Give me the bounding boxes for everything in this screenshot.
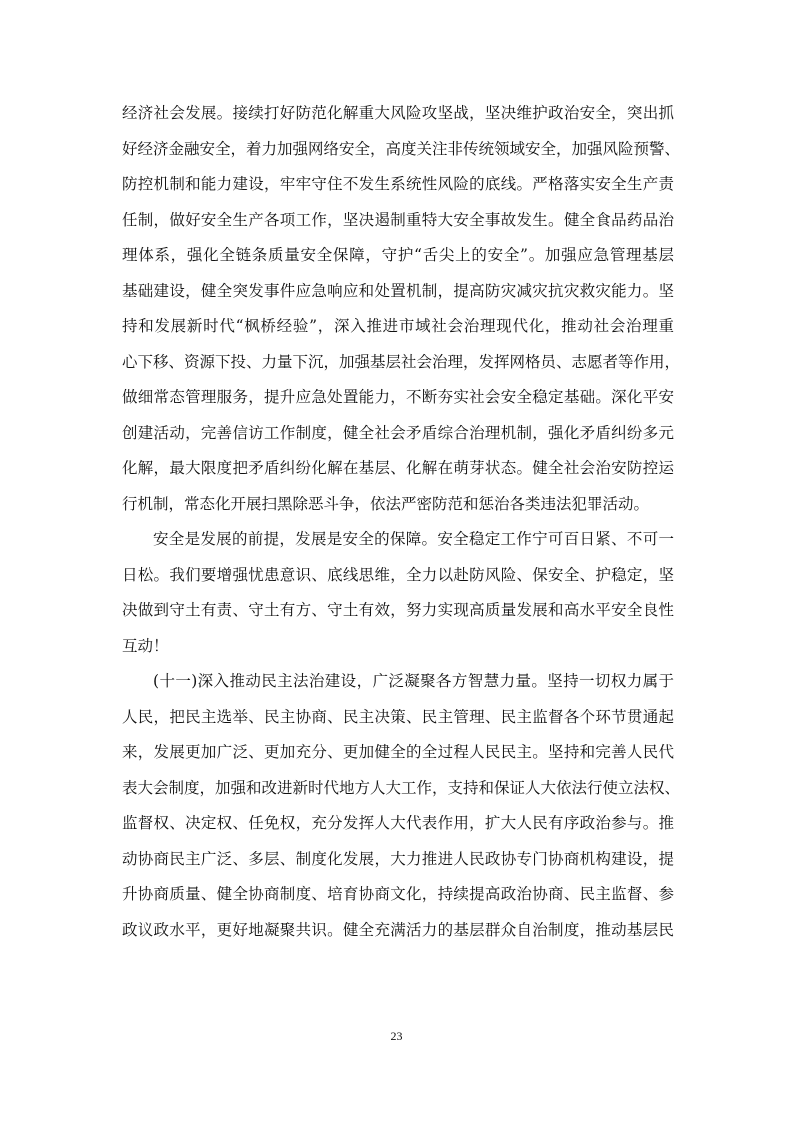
- paragraph-3: [122, 664, 681, 948]
- text-line: 安全是发展的前提，发展是安全的保障。安全稳定工作宁可百日紧、不可一: [153, 530, 674, 548]
- body-text: [122, 96, 681, 948]
- text-line: 日松。我们要增强忧患意识、底线思维，全力以赴防风险、保安全、护稳定，坚: [122, 565, 674, 584]
- page-number: 23: [390, 1029, 403, 1043]
- text-line: 任制，做好安全生产各项工作，坚决遏制重特大安全事故发生。健全食品药品治: [122, 210, 674, 229]
- text-line: 好经济金融安全，着力加强网络安全，高度关注非传统领域安全，加强风险预警、: [122, 139, 681, 158]
- text-line: 行机制，常态化开展扫黑除恶斗争，依法严密防范和惩治各类违法犯罪活动。: [122, 494, 650, 513]
- text-line: 人民，把民主选举、民主协商、民主决策、民主管理、民主监督各个环节贯通起: [122, 707, 674, 726]
- text-line: 创建活动，完善信访工作制度，健全社会矛盾综合治理机制，强化矛盾纠纷多元: [122, 423, 674, 442]
- text-line: 互动！: [122, 636, 169, 655]
- text-line: 心下移、资源下投、力量下沉，加强基层社会治理，发挥网格员、志愿者等作用，: [122, 352, 681, 371]
- text-line: 化解，最大限度把矛盾纠纷化解在基层、化解在萌芽状态。健全社会治安防控运: [122, 459, 674, 477]
- text-line: 表大会制度，加强和改进新时代地方人大工作，支持和保证人大依法行使立法权、: [122, 778, 681, 797]
- text-line: 政议政水平，更好地凝聚共识。健全充满活力的基层群众自治制度，推动基层民: [122, 920, 674, 939]
- paragraph-1: [122, 96, 681, 522]
- text-line: 监督权、决定权、任免权，充分发挥人大代表作用，扩大人民有序政治参与。推: [122, 814, 674, 832]
- text-line: 升协商质量、健全协商制度、培育协商文化，持续提高政治协商、民主监督、参: [122, 885, 674, 903]
- text-line: 决做到守土有责、守土有方、守土有效，努力实现高质量发展和高水平安全良性: [122, 601, 674, 619]
- text-line: 基础建设，健全突发事件应急响应和处置机制，提高防灾减灾抗灾救灾能力。坚: [122, 281, 674, 300]
- text-line: (十一)深入推动民主法治建设，广泛凝聚各方智慧力量。坚持一切权力属于: [153, 672, 674, 690]
- text-line: 来，发展更加广泛、更加充分、更加健全的全过程人民民主。坚持和完善人民代: [122, 743, 674, 761]
- text-line: 防控机制和能力建设，牢牢守住不发生系统性风险的底线。严格落实安全生产责: [122, 175, 674, 193]
- paragraph-2: [122, 522, 674, 664]
- text-line: 经济社会发展。接续打好防范化解重大风险攻坚战，坚决维护政治安全，突出抓: [122, 104, 674, 122]
- text-line: 持和发展新时代“枫桥经验”，深入推进市域社会治理现代化，推动社会治理重: [122, 317, 674, 335]
- text-line: 动协商民主广泛、多层、制度化发展，大力推进人民政协专门协商机构建设，提: [122, 849, 674, 868]
- text-line: 做细常态管理服务，提升应急处置能力，不断夯实社会安全稳定基础。深化平安: [122, 388, 674, 406]
- text-line: 理体系，强化全链条质量安全保障，守护“舌尖上的安全”。加强应急管理基层: [122, 246, 674, 264]
